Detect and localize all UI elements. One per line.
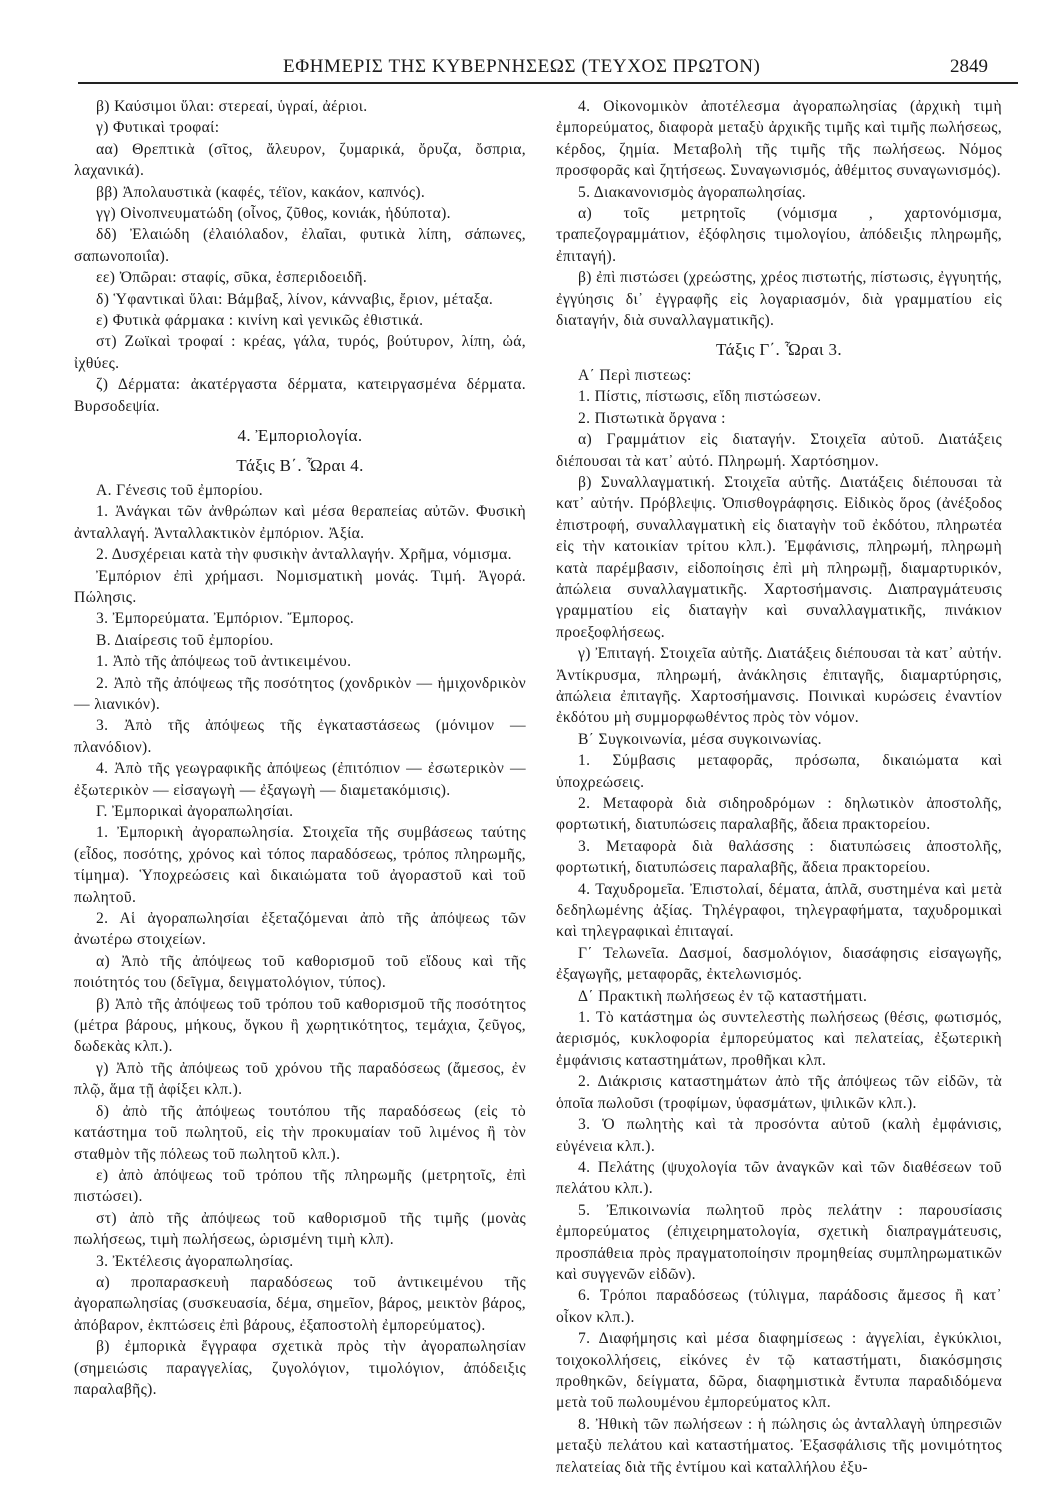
paragraph: δδ) Ἐλαιώδη (ἐλαιόλαδον, ἐλαῖαι, φυτικὰ λίπη, σάπωνες, σαπωνοποιΐα).: [74, 226, 526, 265]
page-number: 2849: [950, 56, 988, 77]
paragraph: 1. Πίστις, πίστωσις, εἴδη πιστώσεων.: [578, 388, 822, 406]
paragraph: 3. Ἐκτέλεσις ἀγοραπωλησίας.: [96, 1252, 294, 1270]
paragraph: ε) Φυτικὰ φάρμακα : κινίνη καὶ γενικῶς ἐθιστικά.: [96, 312, 424, 330]
paragraph: α) τοῖς μετρητοῖς (νόμισμα , χαρτονόμισμα, τραπεζογραμμάτιον, ἐξόφλησις τιμολογίου, ἀπόδειξις πληρωμῆς, ἐπιταγή).: [556, 205, 1002, 265]
paragraph: 4. Οἰκονομικὸν ἀποτέλεσμα ἀγοραπωλησίας (ἀρχικὴ τιμὴ ἐμπορεύματος, διαφορὰ μεταξὺ ἀρχικῆς τιμῆς καὶ τιμῆς πωλήσεως, κέρδος, ζημία. Μεταβολὴ τῆς τιμῆς τῆς πωλήσεως. Νόμος προσφορᾶς καὶ ζητήσεως. Συναγωνισμός, ἀθέμιτος συναγωνισμός).: [556, 98, 1002, 180]
header-rule: [78, 82, 1018, 84]
paragraph: 4. Ἀπὸ τῆς γεωγραφικῆς ἀπόψεως (ἐπιτόπιον — ἐσωτερικὸν — ἐξωτερικὸν — εἰσαγωγὴ — ἐξαγωγὴ — διαμετακόμισις).: [74, 760, 526, 799]
paragraph: στ) Ζωϊκαὶ τροφαί : κρέας, γάλα, τυρός, βούτυρον, λίπη, ὠά, ἰχθύες.: [74, 333, 526, 372]
paragraph: 1. Ἐμπορικὴ ἀγοραπωλησία. Στοιχεῖα τῆς συμβάσεως ταύτης (εἶδος, ποσότης, χρόνος καὶ τόπος παραδόσεως, τρόπος πληρωμῆς, τίμημα). Ὑποχρεώσεις καὶ δικαιώματα τοῦ ἀγοραστοῦ καὶ τοῦ πωλητοῦ.: [74, 824, 526, 906]
paragraph: 2. Αἱ ἀγοραπωλησίαι ἐξεταζόμεναι ἀπὸ τῆς ἀπόψεως τῶν ἀνωτέρω στοιχείων.: [74, 910, 526, 949]
paragraph: 2. Μεταφορὰ διὰ σιδηροδρόμων : δηλωτικὸν ἀποστολῆς, φορτωτική, διατυπώσεις παραλαβῆς, ἄδεια πρακτορείου.: [556, 795, 1002, 834]
paragraph: 7. Διαφήμησις καὶ μέσα διαφημίσεως : ἀγγελίαι, ἐγκύκλιοι, τοιχοκολλήσεις, εἰκόνες ἐν τῷ καταστήματι, διακόσμησις προθηκῶν, δείγματα, δῶρα, διαφημιστικὰ ἔντυπα παραδιδόμενα μετὰ τοῦ πωλουμένου ἐμπορεύματος κλπ.: [556, 1330, 1002, 1412]
paragraph: Α. Γένεσις τοῦ ἐμπορίου.: [96, 481, 263, 499]
paragraph: Ἐμπόριον ἐπὶ χρήμασι. Νομισματικὴ μονάς. Τιμή. Ἀγορά. Πώλησις.: [74, 567, 526, 606]
paragraph: 5. Ἐπικοινωνία πωλητοῦ πρὸς πελάτην : παρουσίασις ἐμπορεύματος (ἐπιχειρηματολογία, σχετικὴ διαπραγμάτευσις, προσπάθεια πρὸς πραγματοποίησιν προμηθείας συμπληρωματικῶν καὶ συγγενῶν εἰδῶν).: [556, 1201, 1002, 1283]
paragraph: β) ἐμπορικὰ ἔγγραφα σχετικὰ πρὸς τὴν ἀγοραπωλησίαν (σημειώσις παραγγελίας, ζυγολόγιον, τιμολόγιον, ἀπόδειξις παραλαβῆς).: [74, 1338, 526, 1398]
paragraph: 5. Διακανονισμὸς ἀγοραπωλησίας.: [578, 183, 806, 201]
paragraph: 1. Ἀπὸ τῆς ἀπόψεως τοῦ ἀντικειμένου.: [96, 653, 352, 671]
paragraph: 2. Ἀπὸ τῆς ἀπόψεως τῆς ποσότητος (χονδρικὸν — ἡμιχονδρικὸν — λιανικόν).: [74, 674, 526, 713]
paragraph: δ) ἀπὸ τῆς ἀπόψεως τουτόπου τῆς παραδόσεως (εἰς τὸ κατάστημα τοῦ πωλητοῦ, εἰς τὴν προκυμαίαν τοῦ λιμένος ἢ τὸν σταθμὸν τῆς πόλεως τοῦ πωλητοῦ κλπ.).: [74, 1102, 526, 1163]
paragraph: γ) Ἐπιταγή. Στοιχεῖα αὐτῆς. Διατάξεις διέπουσαι τὰ κατ᾽ αὐτήν. Ἀντίκρυσμα, πληρωμή, ἀνάκλησις ἐπιταγῆς, διαμαρτύρησις, ἀπώλεια ἐπιταγῆς. Χαρτοσήμανσις. Ποινικαὶ κυρώσεις ἐναντίον ἐκδότου μὴ συμμορφωθέντος πρὸς τὸν νόμον.: [556, 645, 1002, 727]
section-heading: Τάξις Γ΄. Ὧραι 3.: [716, 340, 842, 360]
paragraph: 3. Ἐμπορεύματα. Ἐμπόριον. Ἔμπορος.: [96, 610, 355, 628]
paragraph: Γ. Ἐμπορικαὶ ἀγοραπωλησίαι.: [96, 803, 294, 820]
paragraph: 1. Ἀνάγκαι τῶν ἀνθρώπων καὶ μέσα θεραπείας αὐτῶν. Φυσικὴ ἀνταλλαγή. Ἀνταλλακτικὸν ἐμπόριον. Ἀξία.: [74, 503, 526, 542]
paragraph: δ) Ὑφαντικαὶ ὕλαι: Βάμβαξ, λίνον, κάνναβις, ἔριον, μέταξα.: [96, 290, 494, 308]
page-header: [78, 56, 1018, 80]
paragraph: α) Ἀπὸ τῆς ἀπόψεως τοῦ καθορισμοῦ τοῦ εἴδους καὶ τῆς ποιότητός του (δεῖγμα, δειγματολόγιον, τύπος).: [74, 952, 526, 992]
paragraph: 1. Σύμβασις μεταφορᾶς, πρόσωπα, δικαιώματα καὶ ὑποχρεώσεις.: [556, 752, 1002, 791]
paragraph: στ) ἀπὸ τῆς ἀπόψεως τοῦ καθορισμοῦ τῆς τιμῆς (μονὰς πωλήσεως, τιμὴ πωλήσεως, ὡρισμένη τιμὴ κλπ).: [74, 1209, 526, 1249]
paragraph: εε) Ὀπῶραι: σταφίς, σῦκα, ἑσπεριδοειδῆ.: [96, 269, 368, 287]
paragraph: α) Γραμμάτιον εἰς διαταγήν. Στοιχεῖα αὐτοῦ. Διατάξεις διέπουσαι τὰ κατ᾽ αὐτό. Πληρωμή. Χαρτόσημον.: [556, 431, 1002, 470]
paragraph: αα) Θρεπτικὰ (σῖτος, ἄλευρον, ζυμαρικά, ὄρυζα, ὄσπρια, λαχανικά).: [74, 140, 526, 180]
paragraph: γ) Φυτικαὶ τροφαί:: [96, 119, 220, 137]
paragraph: 4. Ταχυδρομεῖα. Ἐπιστολαί, δέματα, ἁπλᾶ, συστημένα καὶ μετὰ δεδηλωμένης ἀξίας. Τηλέγραφοι, τηλεγραφήματα, ταχυδρομικαὶ καὶ τηλεγραφικαὶ ἐπιταγαί.: [556, 880, 1002, 941]
paragraph: ζ) Δέρματα: ἀκατέργαστα δέρματα, κατειργασμένα δέρματα. Βυρσοδεψία.: [74, 376, 526, 415]
paragraph: 4. Πελάτης (ψυχολογία τῶν ἀναγκῶν καὶ τῶν διαθέσεων τοῦ πελάτου κλπ.).: [556, 1158, 1002, 1198]
paragraph: 2. Δυσχέρειαι κατὰ τὴν φυσικὴν ἀνταλλαγήν. Χρῆμα, νόμισμα.: [96, 546, 512, 564]
paragraph: γ) Ἀπὸ τῆς ἀπόψεως τοῦ χρόνου τῆς παραδόσεως (ἄμεσος, ἐν πλῷ, ἅμα τῇ ἀφίξει κλπ.).: [74, 1059, 526, 1099]
paragraph: β) Ἀπὸ τῆς ἀπόψεως τοῦ τρόπου τοῦ καθορισμοῦ τῆς ποσότητος (μέτρα βάρους, μήκους, ὄγκου ἢ χωρητικότητος, τεμάχια, ζεῦγος, δωδεκὰς κλπ.).: [74, 995, 526, 1056]
paragraph: 6. Τρόποι παραδόσεως (τύλιγμα, παράδοσις ἄμεσος ἢ κατ᾽ οἶκον κλπ.).: [556, 1287, 1002, 1326]
paragraph: γγ) Οἰνοπνευματώδη (οἶνος, ζῦθος, κονιάκ, ἡδύποτα).: [96, 205, 451, 223]
left-column: [74, 96, 526, 1400]
section-heading: 4. Ἐμποριολογία.: [237, 426, 363, 446]
paragraph: ββ) Ἀπολαυστικὰ (καφές, τέϊον, κακάον, καπνός).: [96, 183, 426, 201]
paragraph: α) προπαρασκευὴ παραδόσεως τοῦ ἀντικειμένου τῆς ἀγοραπωλησίας (συσκευασία, δέμα, σημεῖον, βάρος, μεικτὸν βάρος, ἀπόβαρον, ἐκπτώσεις ἐπὶ βάρους, ἐξαποστολὴ ἐμπορεύματος).: [74, 1273, 526, 1334]
paragraph: 3. Ὁ πωλητὴς καὶ τὰ προσόντα αὐτοῦ (καλὴ ἐμφάνισις, εὐγένεια κλπ.).: [556, 1116, 1002, 1155]
paragraph: Β΄ Συγκοινωνία, μέσα συγκοινωνίας.: [578, 730, 822, 748]
right-column: [556, 96, 1002, 1478]
paragraph: Α΄ Περὶ πιστεως:: [578, 366, 692, 384]
paragraph: 2. Διάκρισις καταστημάτων ἀπὸ τῆς ἀπόψεως τῶν εἰδῶν, τὰ ὁποῖα πωλοῦσι (τροφίμων, ὑφασμάτων, ψιλικῶν κλπ.).: [556, 1073, 1002, 1112]
paragraph: Γ΄ Τελωνεῖα. Δασμοί, δασμολόγιον, διασάφησις εἰσαγωγῆς, ἐξαγωγῆς, μεταφορᾶς, ἐκτελωνισμός.: [556, 944, 1002, 984]
paragraph: β) ἐπὶ πιστώσει (χρεώστης, χρέος πιστωτής, πίστωσις, ἐγγυητής, ἐγγύησις δι᾽ ἐγγραφῆς εἰς λογαριασμόν, διὰ γραμματίου εἰς διαταγήν, διὰ συναλλαγματικῆς).: [556, 269, 1002, 330]
section-heading: Τάξις Β΄. Ὧραι 4.: [236, 455, 364, 475]
gazette-title: ΕΦΗΜΕΡΙΣ ΤΗΣ ΚΥΒΕΡΝΗΣΕΩΣ (ΤΕΥΧΟΣ ΠΡΩΤΟΝ): [283, 56, 761, 77]
paragraph: β) Συναλλαγματική. Στοιχεῖα αὐτῆς. Διατάξεις διέπουσαι τὰ κατ᾽ αὐτήν. Πρόβλεψις. Ὀπισθογράφησις. Εἰδικὸς ὅρος (ἀνέξοδος ἐπιστροφή, συναλλαγματικὴ εἰς διαταγὴν τοῦ ἐκδότου, πληρωτέα εἰς τὴν κατοικίαν τρίτου κλπ.). Ἐμφάνισις, πληρωμή, πληρωμὴ κατὰ παρέμβασιν, εἰδοποίησις ἐπὶ μὴ πληρωμῇ, διαμαρτυρικόν, ἀπώλεια συναλλαγματικῆς. Χαρτοσήμανσις. Διαπραγμάτευσις γραμματίου εἰς διαταγὴν καὶ συναλλαγματικῆς, πινάκιον προεξοφλήσεως.: [556, 473, 1002, 641]
paragraph: 1. Τὸ κατάστημα ὡς συντελεστὴς πωλήσεως (θέσις, φωτισμός, ἀερισμός, κυκλοφορία ἐμπορεύματος καὶ πελατείας, ἐξωτερικὴ ἐμφάνισις καταστημάτων, προθῆκαι κλπ.: [556, 1009, 1002, 1069]
paragraph: 2. Πιστωτικὰ ὄργανα :: [578, 409, 726, 427]
paragraph: ε) ἀπὸ ἀπόψεως τοῦ τρόπου τῆς πληρωμῆς (μετρητοῖς, ἐπὶ πιστώσει).: [74, 1166, 526, 1206]
paragraph: 8. Ἠθικὴ τῶν πωλήσεων : ἡ πώλησις ὡς ἀνταλλαγὴ ὑπηρεσιῶν μεταξὺ πελάτου καὶ καταστήματος. Ἐξασφάλισις τῆς μονιμότητος πελατείας διὰ τῆς ἐντίμου καὶ καταλλήλου ἐξυ-: [556, 1415, 1002, 1476]
paragraph: Β. Διαίρεσις τοῦ ἐμπορίου.: [96, 631, 274, 649]
paragraph: β) Καύσιμοι ὕλαι: στερεαί, ὑγραί, ἀέριοι.: [96, 98, 368, 115]
paragraph: Δ΄ Πρακτικὴ πωλήσεως ἐν τῷ καταστήματι.: [578, 987, 868, 1005]
paragraph: 3. Ἀπὸ τῆς ἀπόψεως τῆς ἐγκαταστάσεως (μόνιμον — πλανόδιον).: [74, 717, 526, 756]
paragraph: 3. Μεταφορὰ διὰ θαλάσσης : διατυπώσεις ἀποστολῆς, φορτωτική, διατυπώσεις παραλαβῆς, ἄδεια πρακτορείου.: [556, 837, 1002, 877]
